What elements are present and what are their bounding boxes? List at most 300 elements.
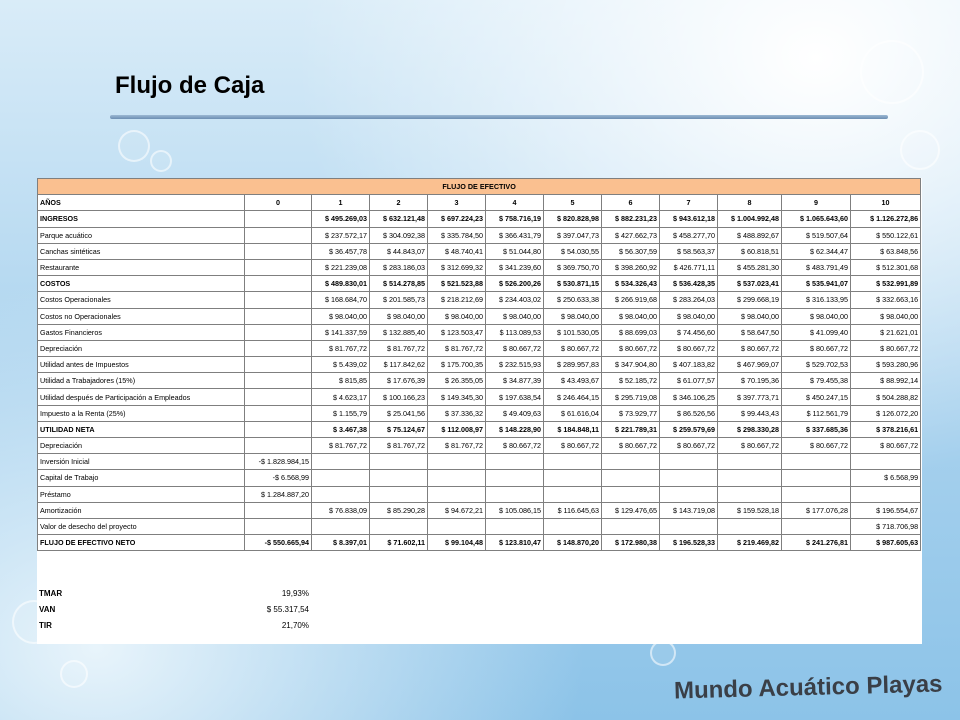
table-cell: $ 427.662,73 bbox=[602, 227, 660, 243]
table-cell: $ 295.719,08 bbox=[602, 389, 660, 405]
table-cell: $ 593.280,96 bbox=[851, 357, 921, 373]
table-cell: $ 175.700,35 bbox=[428, 357, 486, 373]
row-label: Restaurante bbox=[38, 259, 245, 275]
table-cell: $ 81.767,72 bbox=[312, 438, 370, 454]
table-cell: $ 234.403,02 bbox=[486, 292, 544, 308]
table-cell: $ 71.602,11 bbox=[370, 535, 428, 551]
table-cell bbox=[370, 470, 428, 486]
table-row bbox=[38, 470, 921, 486]
table-cell: $ 304.092,38 bbox=[370, 227, 428, 243]
table-cell: $ 8.397,01 bbox=[312, 535, 370, 551]
row-label: Utilidad antes de Impuestos bbox=[38, 357, 245, 373]
table-cell: $ 299.668,19 bbox=[718, 292, 782, 308]
summary-value: 19,93% bbox=[281, 589, 309, 598]
table-cell bbox=[544, 518, 602, 534]
table-cell: $ 98.040,00 bbox=[718, 308, 782, 324]
row-label: Valor de desecho del proyecto bbox=[38, 518, 245, 534]
table-cell: $ 237.572,17 bbox=[312, 227, 370, 243]
table-row bbox=[38, 259, 921, 275]
table-cell: $ 536.428,35 bbox=[660, 276, 718, 292]
table-cell: $ 397.047,73 bbox=[544, 227, 602, 243]
summary-label: VAN bbox=[39, 605, 56, 614]
table-cell: $ 94.672,21 bbox=[428, 502, 486, 518]
column-header: 7 bbox=[660, 195, 718, 211]
table-cell bbox=[312, 470, 370, 486]
column-header: 4 bbox=[486, 195, 544, 211]
summary-label: TMAR bbox=[39, 589, 63, 598]
table-cell bbox=[718, 518, 782, 534]
table-cell bbox=[544, 486, 602, 502]
table-cell: $ 132.885,40 bbox=[370, 324, 428, 340]
table-cell: $ 44.843,07 bbox=[370, 243, 428, 259]
summary-value: $ 55.317,54 bbox=[266, 605, 309, 614]
table-cell bbox=[660, 486, 718, 502]
row-label: UTILIDAD NETA bbox=[38, 421, 245, 437]
row-label: Costos Operacionales bbox=[38, 292, 245, 308]
table-cell: $ 3.467,38 bbox=[312, 421, 370, 437]
table-cell: $ 335.784,50 bbox=[428, 227, 486, 243]
table-cell: $ 168.684,70 bbox=[312, 292, 370, 308]
table-cell: $ 48.740,41 bbox=[428, 243, 486, 259]
table-cell bbox=[245, 259, 312, 275]
table-cell bbox=[245, 340, 312, 356]
table-cell: $ 98.040,00 bbox=[312, 308, 370, 324]
table-cell: $ 21.621,01 bbox=[851, 324, 921, 340]
table-cell: $ 489.830,01 bbox=[312, 276, 370, 292]
table-cell: $ 123.503,47 bbox=[428, 324, 486, 340]
slide-title: Flujo de Caja bbox=[115, 72, 265, 99]
table-cell: $ 101.530,05 bbox=[544, 324, 602, 340]
table-cell: $ 219.469,82 bbox=[718, 535, 782, 551]
table-cell: $ 1.004.992,48 bbox=[718, 211, 782, 227]
table-cell: $ 80.667,72 bbox=[660, 340, 718, 356]
table-cell: $ 58.647,50 bbox=[718, 324, 782, 340]
table-cell bbox=[782, 518, 851, 534]
table-row bbox=[38, 486, 921, 502]
table-cell: $ 76.838,09 bbox=[312, 502, 370, 518]
table-cell: $ 341.239,60 bbox=[486, 259, 544, 275]
table-row bbox=[38, 454, 921, 470]
table-cell: $ 17.676,39 bbox=[370, 373, 428, 389]
table-cell: $ 519.507,64 bbox=[782, 227, 851, 243]
table-cell bbox=[782, 454, 851, 470]
table-cell bbox=[370, 518, 428, 534]
table-cell: $ 815,85 bbox=[312, 373, 370, 389]
table-row bbox=[38, 405, 921, 421]
table-cell: $ 37.336,32 bbox=[428, 405, 486, 421]
table-cell: $ 218.212,69 bbox=[428, 292, 486, 308]
table-cell: $ 98.040,00 bbox=[602, 308, 660, 324]
table-cell bbox=[245, 389, 312, 405]
table-row bbox=[38, 535, 921, 551]
table-cell bbox=[428, 518, 486, 534]
table-cell: $ 697.224,23 bbox=[428, 211, 486, 227]
table-cell: $ 26.355,05 bbox=[428, 373, 486, 389]
row-label: Costos no Operacionales bbox=[38, 308, 245, 324]
table-cell bbox=[245, 243, 312, 259]
table-cell bbox=[486, 454, 544, 470]
table-cell bbox=[544, 470, 602, 486]
table-cell: $ 58.563,37 bbox=[660, 243, 718, 259]
table-cell: $ 397.773,71 bbox=[718, 389, 782, 405]
table-cell: $ 316.133,95 bbox=[782, 292, 851, 308]
table-cell bbox=[245, 373, 312, 389]
table-cell: $ 378.216,61 bbox=[851, 421, 921, 437]
table-cell: $ 80.667,72 bbox=[782, 340, 851, 356]
row-label: Utilidad después de Participación a Empleados bbox=[38, 389, 245, 405]
table-row bbox=[38, 438, 921, 454]
table-cell bbox=[312, 486, 370, 502]
table-cell: $ 283.186,03 bbox=[370, 259, 428, 275]
table-cell: $ 366.431,79 bbox=[486, 227, 544, 243]
table-cell: $ 105.086,15 bbox=[486, 502, 544, 518]
table-cell: -$ 1.828.984,15 bbox=[245, 454, 312, 470]
table-cell: $ 113.089,53 bbox=[486, 324, 544, 340]
table-cell: $ 80.667,72 bbox=[486, 340, 544, 356]
table-cell: $ 259.579,69 bbox=[660, 421, 718, 437]
table-cell: $ 98.040,00 bbox=[782, 308, 851, 324]
table-cell: $ 98.040,00 bbox=[428, 308, 486, 324]
table-cell bbox=[245, 308, 312, 324]
table-cell: $ 298.330,28 bbox=[718, 421, 782, 437]
table-cell: $ 116.645,63 bbox=[544, 502, 602, 518]
table-row bbox=[38, 340, 921, 356]
table-cell: $ 85.290,28 bbox=[370, 502, 428, 518]
row-label: Inversión Inicial bbox=[38, 454, 245, 470]
table-cell bbox=[782, 470, 851, 486]
title-divider bbox=[110, 115, 888, 119]
table-cell: $ 312.699,32 bbox=[428, 259, 486, 275]
table-row bbox=[38, 324, 921, 340]
table-cell: $ 283.264,03 bbox=[660, 292, 718, 308]
row-label: Depreciación bbox=[38, 438, 245, 454]
row-label: Depreciación bbox=[38, 340, 245, 356]
table-cell bbox=[245, 405, 312, 421]
financial-summary bbox=[39, 586, 339, 634]
table-cell bbox=[486, 486, 544, 502]
table-cell bbox=[245, 324, 312, 340]
table-cell: $ 534.326,43 bbox=[602, 276, 660, 292]
table-cell: $ 758.716,19 bbox=[486, 211, 544, 227]
table-cell: $ 535.941,07 bbox=[782, 276, 851, 292]
table-cell: $ 148.228,90 bbox=[486, 421, 544, 437]
table-cell: $ 987.605,63 bbox=[851, 535, 921, 551]
decorative-bubble bbox=[118, 130, 150, 162]
table-cell: $ 246.464,15 bbox=[544, 389, 602, 405]
decorative-bubble bbox=[860, 40, 924, 104]
cash-flow-table bbox=[37, 178, 921, 551]
table-cell: $ 514.278,85 bbox=[370, 276, 428, 292]
table-cell: $ 241.276,81 bbox=[782, 535, 851, 551]
table-cell: $ 79.455,38 bbox=[782, 373, 851, 389]
table-cell: $ 98.040,00 bbox=[486, 308, 544, 324]
table-cell bbox=[602, 470, 660, 486]
table-cell: $ 196.528,33 bbox=[660, 535, 718, 551]
row-label: INGRESOS bbox=[38, 211, 245, 227]
table-cell: $ 81.767,72 bbox=[428, 340, 486, 356]
brand-logo-text: Mundo Acuático Playas bbox=[673, 670, 943, 705]
table-cell: $ 455.281,30 bbox=[718, 259, 782, 275]
table-cell: $ 98.040,00 bbox=[851, 308, 921, 324]
table-cell: $ 99.104,48 bbox=[428, 535, 486, 551]
table-cell: $ 289.957,83 bbox=[544, 357, 602, 373]
table-cell bbox=[245, 518, 312, 534]
table-cell: $ 88.699,03 bbox=[602, 324, 660, 340]
table-cell: $ 537.023,41 bbox=[718, 276, 782, 292]
table-cell: $ 407.183,82 bbox=[660, 357, 718, 373]
table-cell bbox=[245, 421, 312, 437]
table-cell: $ 184.848,11 bbox=[544, 421, 602, 437]
table-cell: $ 112.561,79 bbox=[782, 405, 851, 421]
table-cell: $ 62.344,47 bbox=[782, 243, 851, 259]
table-cell bbox=[245, 357, 312, 373]
column-header: 9 bbox=[782, 195, 851, 211]
table-cell bbox=[245, 276, 312, 292]
table-cell: $ 458.277,70 bbox=[660, 227, 718, 243]
table-cell: $ 81.767,72 bbox=[370, 438, 428, 454]
table-cell: $ 196.554,67 bbox=[851, 502, 921, 518]
table-cell: $ 337.685,36 bbox=[782, 421, 851, 437]
row-label: Parque acuático bbox=[38, 227, 245, 243]
table-cell: $ 80.667,72 bbox=[718, 340, 782, 356]
table-cell: $ 250.633,38 bbox=[544, 292, 602, 308]
table-cell bbox=[370, 454, 428, 470]
table-row bbox=[38, 308, 921, 324]
table-cell: $ 5.439,02 bbox=[312, 357, 370, 373]
table-cell: $ 159.528,18 bbox=[718, 502, 782, 518]
table-cell: $ 221.239,08 bbox=[312, 259, 370, 275]
table-cell: $ 112.008,97 bbox=[428, 421, 486, 437]
row-label: Utilidad a Trabajadores (15%) bbox=[38, 373, 245, 389]
table-cell: $ 526.200,26 bbox=[486, 276, 544, 292]
table-cell: $ 88.992,14 bbox=[851, 373, 921, 389]
table-caption-row bbox=[38, 179, 921, 195]
table-cell: $ 86.526,56 bbox=[660, 405, 718, 421]
table-cell: $ 512.301,68 bbox=[851, 259, 921, 275]
table-cell: $ 347.904,80 bbox=[602, 357, 660, 373]
table-cell: $ 495.269,03 bbox=[312, 211, 370, 227]
table-cell: $ 221.789,31 bbox=[602, 421, 660, 437]
table-cell bbox=[245, 292, 312, 308]
table-cell bbox=[245, 211, 312, 227]
table-cell bbox=[718, 486, 782, 502]
column-header: AÑOS bbox=[38, 195, 245, 211]
row-label: COSTOS bbox=[38, 276, 245, 292]
table-cell: -$ 6.568,99 bbox=[245, 470, 312, 486]
table-cell bbox=[602, 454, 660, 470]
table-cell bbox=[602, 486, 660, 502]
row-label: Préstamo bbox=[38, 486, 245, 502]
table-cell: $ 99.443,43 bbox=[718, 405, 782, 421]
table-cell bbox=[602, 518, 660, 534]
table-cell bbox=[312, 518, 370, 534]
table-cell: $ 49.409,63 bbox=[486, 405, 544, 421]
table-cell: $ 201.585,73 bbox=[370, 292, 428, 308]
table-cell: $ 530.871,15 bbox=[544, 276, 602, 292]
table-cell bbox=[782, 486, 851, 502]
table-cell bbox=[660, 470, 718, 486]
row-label: FLUJO DE EFECTIVO NETO bbox=[38, 535, 245, 551]
table-cell: $ 426.771,11 bbox=[660, 259, 718, 275]
table-cell bbox=[312, 454, 370, 470]
table-row bbox=[38, 421, 921, 437]
table-cell: $ 43.493,67 bbox=[544, 373, 602, 389]
table-row bbox=[38, 227, 921, 243]
table-cell: $ 467.969,07 bbox=[718, 357, 782, 373]
table-cell: $ 80.667,72 bbox=[782, 438, 851, 454]
column-header: 10 bbox=[851, 195, 921, 211]
table-cell: $ 52.185,72 bbox=[602, 373, 660, 389]
column-header: 6 bbox=[602, 195, 660, 211]
table-cell bbox=[486, 470, 544, 486]
table-cell: $ 197.638,54 bbox=[486, 389, 544, 405]
table-cell: $ 61.077,57 bbox=[660, 373, 718, 389]
table-cell: $ 129.476,65 bbox=[602, 502, 660, 518]
table-cell: $ 41.099,40 bbox=[782, 324, 851, 340]
summary-value: 21,70% bbox=[281, 621, 309, 630]
table-cell: $ 346.106,25 bbox=[660, 389, 718, 405]
table-cell: $ 61.616,04 bbox=[544, 405, 602, 421]
table-cell bbox=[428, 454, 486, 470]
table-cell: $ 1.284.887,20 bbox=[245, 486, 312, 502]
table-cell: $ 80.667,72 bbox=[544, 340, 602, 356]
table-cell: $ 504.288,82 bbox=[851, 389, 921, 405]
table-cell: $ 172.980,38 bbox=[602, 535, 660, 551]
decorative-bubble bbox=[900, 130, 940, 170]
table-cell: $ 74.456,60 bbox=[660, 324, 718, 340]
table-cell: $ 80.667,72 bbox=[544, 438, 602, 454]
column-header: 1 bbox=[312, 195, 370, 211]
table-cell: $ 6.568,99 bbox=[851, 470, 921, 486]
table-row bbox=[38, 243, 921, 259]
table-cell: $ 550.122,61 bbox=[851, 227, 921, 243]
table-cell: $ 632.121,48 bbox=[370, 211, 428, 227]
table-cell: $ 75.124,67 bbox=[370, 421, 428, 437]
table-cell: $ 80.667,72 bbox=[660, 438, 718, 454]
table-header-row bbox=[38, 195, 921, 211]
table-cell: $ 56.307,59 bbox=[602, 243, 660, 259]
table-cell: $ 398.260,92 bbox=[602, 259, 660, 275]
table-cell: $ 34.877,39 bbox=[486, 373, 544, 389]
summary-row bbox=[39, 602, 339, 618]
table-cell: $ 332.663,16 bbox=[851, 292, 921, 308]
table-cell: $ 81.767,72 bbox=[312, 340, 370, 356]
table-cell: $ 1.126.272,86 bbox=[851, 211, 921, 227]
column-header: 2 bbox=[370, 195, 428, 211]
table-cell: $ 81.767,72 bbox=[370, 340, 428, 356]
table-cell: $ 529.702,53 bbox=[782, 357, 851, 373]
table-cell: $ 718.706,98 bbox=[851, 518, 921, 534]
table-cell: $ 1.065.643,60 bbox=[782, 211, 851, 227]
table-cell: $ 882.231,23 bbox=[602, 211, 660, 227]
table-cell: $ 80.667,72 bbox=[718, 438, 782, 454]
table-cell: $ 143.719,08 bbox=[660, 502, 718, 518]
table-row bbox=[38, 357, 921, 373]
decorative-bubble bbox=[60, 660, 88, 688]
table-row bbox=[38, 518, 921, 534]
table-cell: $ 149.345,30 bbox=[428, 389, 486, 405]
table-cell: $ 98.040,00 bbox=[660, 308, 718, 324]
table-caption: FLUJO DE EFECTIVO bbox=[38, 179, 921, 195]
table-cell: $ 80.667,72 bbox=[851, 340, 921, 356]
table-cell bbox=[428, 470, 486, 486]
column-header: 5 bbox=[544, 195, 602, 211]
table-cell bbox=[428, 486, 486, 502]
table-cell: $ 80.667,72 bbox=[851, 438, 921, 454]
column-header: 3 bbox=[428, 195, 486, 211]
table-cell bbox=[486, 518, 544, 534]
table-cell: $ 80.667,72 bbox=[486, 438, 544, 454]
table-cell: $ 141.337,59 bbox=[312, 324, 370, 340]
table-cell bbox=[245, 438, 312, 454]
table-cell: $ 126.072,20 bbox=[851, 405, 921, 421]
row-label: Impuesto a la Renta (25%) bbox=[38, 405, 245, 421]
table-cell: $ 820.828,98 bbox=[544, 211, 602, 227]
table-cell: $ 63.848,56 bbox=[851, 243, 921, 259]
table-row bbox=[38, 211, 921, 227]
table-cell bbox=[851, 454, 921, 470]
table-cell: $ 532.991,89 bbox=[851, 276, 921, 292]
table-row bbox=[38, 502, 921, 518]
table-cell: $ 117.842,62 bbox=[370, 357, 428, 373]
table-cell: $ 450.247,15 bbox=[782, 389, 851, 405]
table-cell: $ 1.155,79 bbox=[312, 405, 370, 421]
row-label: Gastos Financieros bbox=[38, 324, 245, 340]
table-cell bbox=[370, 486, 428, 502]
column-header: 8 bbox=[718, 195, 782, 211]
table-cell bbox=[245, 227, 312, 243]
summary-row bbox=[39, 618, 339, 634]
table-cell: $ 369.750,70 bbox=[544, 259, 602, 275]
summary-row bbox=[39, 586, 339, 602]
table-cell: $ 943.612,18 bbox=[660, 211, 718, 227]
table-cell: -$ 550.665,94 bbox=[245, 535, 312, 551]
table-cell: $ 232.515,93 bbox=[486, 357, 544, 373]
table-cell: $ 98.040,00 bbox=[370, 308, 428, 324]
table-cell: $ 521.523,88 bbox=[428, 276, 486, 292]
table-row bbox=[38, 292, 921, 308]
row-label: Capital de Trabajo bbox=[38, 470, 245, 486]
table-cell: $ 54.030,55 bbox=[544, 243, 602, 259]
table-cell: $ 36.457,78 bbox=[312, 243, 370, 259]
table-cell: $ 4.623,17 bbox=[312, 389, 370, 405]
table-row bbox=[38, 276, 921, 292]
summary-label: TIR bbox=[39, 621, 52, 630]
table-cell: $ 266.919,68 bbox=[602, 292, 660, 308]
spreadsheet-image bbox=[37, 178, 922, 644]
table-cell: $ 483.791,49 bbox=[782, 259, 851, 275]
table-row bbox=[38, 373, 921, 389]
table-cell: $ 51.044,80 bbox=[486, 243, 544, 259]
table-cell: $ 25.041,56 bbox=[370, 405, 428, 421]
table-cell: $ 488.892,67 bbox=[718, 227, 782, 243]
table-cell bbox=[718, 454, 782, 470]
table-cell: $ 177.076,28 bbox=[782, 502, 851, 518]
table-cell: $ 60.818,51 bbox=[718, 243, 782, 259]
table-cell bbox=[660, 454, 718, 470]
table-cell: $ 80.667,72 bbox=[602, 438, 660, 454]
table-cell: $ 80.667,72 bbox=[602, 340, 660, 356]
table-cell: $ 81.767,72 bbox=[428, 438, 486, 454]
column-header: 0 bbox=[245, 195, 312, 211]
table-cell bbox=[245, 502, 312, 518]
table-cell: $ 98.040,00 bbox=[544, 308, 602, 324]
row-label: Amortización bbox=[38, 502, 245, 518]
decorative-bubble bbox=[150, 150, 172, 172]
table-row bbox=[38, 389, 921, 405]
table-cell: $ 70.195,36 bbox=[718, 373, 782, 389]
row-label: Canchas sintéticas bbox=[38, 243, 245, 259]
